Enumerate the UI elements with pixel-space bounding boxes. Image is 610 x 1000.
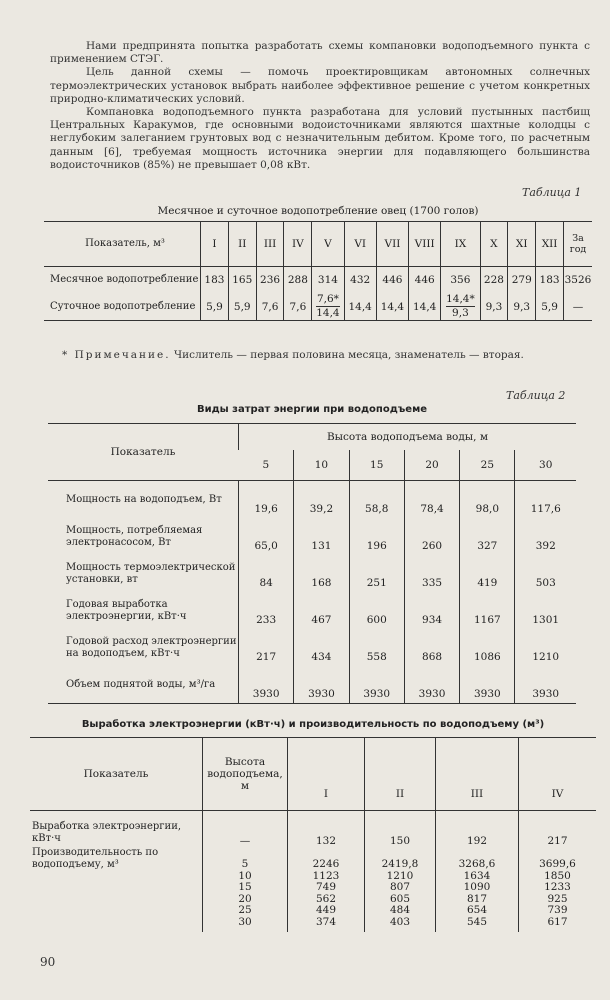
- table1-cell: 9,3: [508, 293, 536, 321]
- table2-cell: 503: [515, 555, 576, 592]
- table3-value: 3268,6: [458, 858, 496, 870]
- table2-row-label: Годовая выработка электроэнергии, кВт·ч: [66, 598, 187, 622]
- table1-month: II: [228, 222, 256, 267]
- table2-cell: 3930: [294, 666, 349, 704]
- table2-cell: 251: [349, 555, 404, 592]
- table2-cell: 196: [349, 518, 404, 555]
- table2-cell: 3930: [404, 666, 459, 704]
- table3-height: 25: [238, 904, 252, 916]
- table1-month: IX: [441, 222, 480, 267]
- table2-cell: 131: [294, 518, 349, 555]
- table2-cell: 117,6: [515, 481, 576, 519]
- table1-cell: 356: [441, 267, 480, 294]
- table3-value: 817: [466, 892, 488, 905]
- table3-value: 1090: [463, 881, 491, 893]
- table3-cell: 217: [519, 811, 597, 848]
- intro-paragraph-3: Компановка водоподъемного пункта разработана для условий пустынных пастбищ Центральных Каракумов, где основными водоисточниками являются шахтные колодцы с неглубоким залеганием грунтовых вод с незначительным дебитом. Кроме того, по расчетным данным [6], требуемая мощность источника энергии для подавляющего большинства водоисточников (85%) не превышает 0,08 кВт.: [50, 106, 590, 171]
- table1-month-total: За год: [564, 222, 593, 267]
- table3-value: 1123: [312, 869, 340, 882]
- intro-paragraph-1: Нами предпринята попытка разработать схемы компановки водоподъемного пункта с применением СТЭГ.: [50, 40, 590, 66]
- fraction: [316, 293, 339, 320]
- table1-caption: Таблица 1: [522, 186, 582, 199]
- table2-row: [48, 666, 576, 704]
- table1-cell: 165: [228, 267, 256, 294]
- table3-value: 1634: [463, 869, 491, 882]
- table2-cell: 419: [460, 555, 515, 592]
- table2-row-label: Мощность на водоподъем, Вт: [66, 493, 222, 505]
- table2-header-row: [48, 424, 576, 451]
- table2-cell: 98,0: [460, 481, 515, 519]
- table2-cell: 58,8: [349, 481, 404, 519]
- table2-cell: 217: [239, 629, 294, 666]
- table1-cell: 279: [508, 267, 536, 294]
- table1-row2-label: Суточное водопотребление: [44, 293, 201, 321]
- table2-cell: 260: [404, 518, 459, 555]
- table2-group-label: Высота водоподъема воды, м: [239, 424, 577, 451]
- table2-height: 15: [349, 450, 404, 481]
- table3-value: 449: [315, 904, 337, 916]
- table3-header-row: [30, 738, 596, 811]
- table2-cell: 3930: [349, 666, 404, 704]
- table3-value: 545: [466, 915, 488, 928]
- table1-cell: 228: [480, 267, 508, 294]
- table1-month: IV: [284, 222, 312, 267]
- table2-cell: 392: [515, 518, 576, 555]
- table2-cell: 600: [349, 592, 404, 629]
- table1-cell: 7,6: [256, 293, 284, 321]
- fraction-numerator: 14,4*: [446, 293, 475, 305]
- table2-height: 30: [515, 450, 576, 481]
- table2-row-label: Объем поднятой воды, м³/га: [48, 666, 239, 704]
- table3-value: 374: [315, 915, 337, 928]
- table2-row-label: Годовой расход электроэнергии на водоподъем, кВт·ч: [66, 635, 237, 659]
- table3-header-label: Показатель: [30, 738, 203, 811]
- table1-cell: 3526: [564, 267, 593, 294]
- table1-month: VIII: [409, 222, 441, 267]
- table1-cell: 5,9: [228, 293, 256, 321]
- table3-value: 1233: [544, 881, 571, 893]
- table2-cell: 19,6: [239, 481, 294, 519]
- table2: [48, 423, 576, 704]
- fraction: [446, 293, 475, 320]
- table1-month: VII: [376, 222, 408, 267]
- table2-cell: 84: [239, 555, 294, 592]
- table3-height: 20: [238, 892, 252, 905]
- table1-cell-fraction: [312, 293, 344, 321]
- table1-cell-fraction: [441, 293, 480, 321]
- table2-cell: 327: [460, 518, 515, 555]
- table3-col-header: IV: [519, 738, 597, 811]
- table3-value: 1850: [544, 869, 571, 882]
- table1-cell: 14,4: [409, 293, 441, 321]
- table1-month: I: [201, 222, 229, 267]
- intro-text: [50, 40, 590, 172]
- table3-title: Выработка электроэнергии (кВт·ч) и производительность по водоподъему (м³): [81, 719, 545, 730]
- table3-row1-label: Выработка электроэнергии, кВт·ч: [32, 821, 182, 844]
- table2-cell: 1086: [460, 629, 515, 666]
- table3-row-energy: [30, 811, 596, 848]
- table3-value: 749: [315, 881, 337, 893]
- table3-cell: —: [203, 811, 288, 848]
- table1-month: VI: [344, 222, 376, 267]
- table1-cell: 446: [409, 267, 441, 294]
- table1-cell: 432: [344, 267, 376, 294]
- table3-heights-cell: [203, 847, 288, 932]
- table3-value: 484: [389, 904, 411, 916]
- table2-cell: 168: [294, 555, 349, 592]
- table3-height: 15: [238, 881, 252, 893]
- table3-col3-cell: [436, 847, 519, 932]
- table3-value: 807: [389, 881, 411, 893]
- table2-cell: 335: [404, 555, 459, 592]
- table3-value: 562: [315, 892, 337, 905]
- table1-cell: —: [564, 293, 593, 321]
- table3-col-header: III: [436, 738, 519, 811]
- table2-row: [48, 518, 576, 555]
- table1-cell: 14,4: [344, 293, 376, 321]
- table2-row: [48, 481, 576, 519]
- table2-cell: 3930: [239, 666, 294, 704]
- table2-height: 20: [404, 450, 459, 481]
- table1-row-daily: [44, 293, 592, 321]
- table2-header-label: Показатель: [48, 424, 239, 481]
- table2-title: Виды затрат энергии при водоподъеме: [196, 404, 428, 415]
- table3-col-header: II: [365, 738, 436, 811]
- table3-value: 1210: [386, 869, 414, 882]
- table2-row: [48, 592, 576, 629]
- table2-row-label: Мощность термоэлектрической установки, вт: [66, 561, 236, 585]
- table3-cell: 132: [288, 811, 365, 848]
- table3-value: 2246: [312, 858, 340, 870]
- table2-row: [48, 555, 576, 592]
- table1-title: Месячное и суточное водопотребление овец (1700 голов): [157, 205, 479, 217]
- table3-row-productivity: [30, 847, 596, 932]
- table2-cell: 1301: [515, 592, 576, 629]
- table3-col1-cell: [288, 847, 365, 932]
- fraction-numerator: 7,6*: [316, 293, 339, 305]
- table2-cell: 3930: [460, 666, 515, 704]
- table2-cell: 233: [239, 592, 294, 629]
- page-number: 90: [40, 955, 56, 969]
- note-text: Числитель — первая половина месяца, знаменатель — вторая.: [173, 349, 524, 361]
- table1: [44, 221, 592, 321]
- table3-height: 10: [238, 869, 252, 882]
- table3-col2-cell: [365, 847, 436, 932]
- table1-header-label: Показатель, м³: [44, 222, 201, 267]
- table3-col-header: I: [288, 738, 365, 811]
- table2-cell: 868: [404, 629, 459, 666]
- table1-cell: 5,9: [536, 293, 564, 321]
- note-label: * Примечание.: [62, 349, 171, 361]
- table2-row: [48, 629, 576, 666]
- table2-height: 25: [460, 450, 515, 481]
- table2-cell: 558: [349, 629, 404, 666]
- table2-cell: 78,4: [404, 481, 459, 519]
- table2-height: 5: [239, 450, 294, 481]
- table1-month: X: [480, 222, 508, 267]
- table2-cell: 39,2: [294, 481, 349, 519]
- table3-row2-label: Производительность по водоподъему, м³: [32, 847, 159, 870]
- table1-cell: 14,4: [376, 293, 408, 321]
- table3-col4-cell: [519, 847, 597, 932]
- table3-height-label: Высота водоподъема, м: [203, 738, 288, 811]
- table3: [30, 737, 596, 932]
- table3-height: 5: [241, 858, 249, 870]
- table3-value: 617: [547, 915, 568, 928]
- table3-value: 3699,6: [539, 858, 576, 870]
- table2-cell: 467: [294, 592, 349, 629]
- table1-cell: 7,6: [284, 293, 312, 321]
- table2-cell: 3930: [515, 666, 576, 704]
- table3-value: 605: [389, 892, 411, 905]
- table2-cell: 1210: [515, 629, 576, 666]
- table3-value: 925: [547, 892, 568, 905]
- table1-cell: 314: [312, 267, 344, 294]
- table3-cell: 192: [436, 811, 519, 848]
- table2-cell: 434: [294, 629, 349, 666]
- table1-cell: 236: [256, 267, 284, 294]
- table3-value: 403: [389, 915, 411, 928]
- table1-month: XI: [508, 222, 536, 267]
- table2-cell: 1167: [460, 592, 515, 629]
- table1-cell: 9,3: [480, 293, 508, 321]
- table3-cell: 150: [365, 811, 436, 848]
- table2-cell: 65,0: [239, 518, 294, 555]
- table3-height: 30: [238, 915, 252, 928]
- table1-cell: 183: [536, 267, 564, 294]
- table3-value: 2419,8: [381, 858, 419, 870]
- table1-cell: 5,9: [201, 293, 229, 321]
- table1-cell: 446: [376, 267, 408, 294]
- table1-row-monthly: [44, 267, 592, 294]
- fraction-denominator: 14,4: [316, 307, 340, 319]
- intro-paragraph-2: Цель данной схемы — помочь проектировщикам автономных солнечных термоэлектрических установок выбрать наиболее эффективное решение с учетом конкретных природно-климатических условий.: [50, 66, 590, 105]
- table3-value: 654: [466, 904, 488, 916]
- table1-header-row: [44, 222, 592, 267]
- table1-cell: 183: [201, 267, 229, 294]
- table2-caption: Таблица 2: [506, 389, 566, 402]
- table2-cell: 934: [404, 592, 459, 629]
- table1-month: V: [312, 222, 344, 267]
- table2-row-label: Мощность, потребляемая электронасосом, Вт: [66, 524, 203, 548]
- table3-value: 739: [547, 904, 568, 916]
- table1-month: III: [256, 222, 284, 267]
- table1-cell: 288: [284, 267, 312, 294]
- table1-month: XII: [536, 222, 564, 267]
- table1-row1-label: Месячное водопотребление: [50, 274, 199, 285]
- table1-note: [62, 349, 602, 361]
- fraction-denominator: 9,3: [452, 307, 469, 319]
- table2-height: 10: [294, 450, 349, 481]
